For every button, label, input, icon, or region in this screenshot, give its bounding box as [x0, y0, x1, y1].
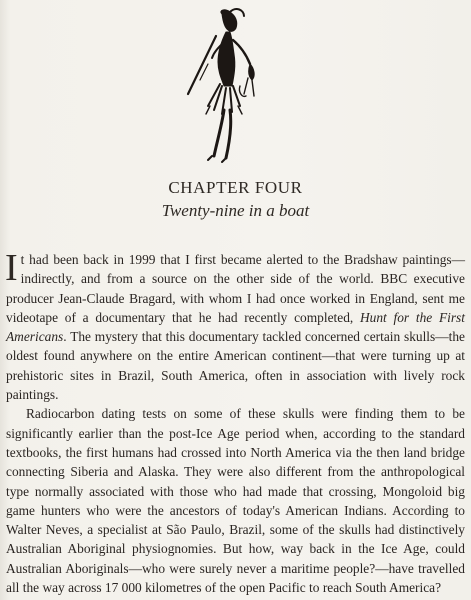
paragraph-1-text-a: t had been back in 1999 that I first became alerted to the Bradshaw paintings—indirectly, and from a source on the other side of the world. BBC executive producer Jean-Claude Bragard, with whom I had once worked in England, sent me videotape of a documentary that he had recently completed, [6, 252, 465, 325]
drop-cap: I [5, 247, 18, 289]
bradshaw-rock-art-figure-icon [178, 6, 268, 164]
paragraph-2: Radiocarbon dating tests on some of these skulls were finding them to be significantly earlier than the post-Ice Age period when, according to the standard textbooks, the first humans had crossed into North America via the then land bridge connecting Siberia and Alaska. They were also different from the anthropological type normally associated with those who had made that crossing, Mongoloid big game hunters who were the ancestors of today's American Indians. According to Walter Neves, a specialist at São Paulo, Brazil, some of the skulls had distinctively Australian Aboriginal physiognomies. But how, way back in the Ice Age, could Australian Aboriginals—who were surely never a maritime people?—have travelled all the way across 17 000 kilometres of the open Pacific to reach South America? [6, 406, 465, 596]
chapter-subtitle: Twenty-nine in a boat [161, 201, 310, 220]
documentary-title: Hunt for the First Americans [6, 309, 465, 345]
paragraph-1-text-b: . The mystery that this documentary tackled concerned certain skulls—the oldest found anywhere on the entire American continent—that were turning up at prehistoric sites in Brazil, South America, often in association with lively rock paintings. [6, 329, 465, 403]
chapter-title: CHAPTER FOUR [168, 178, 303, 197]
chapter-body [5, 247, 465, 597]
paragraph-1 [5, 247, 465, 404]
